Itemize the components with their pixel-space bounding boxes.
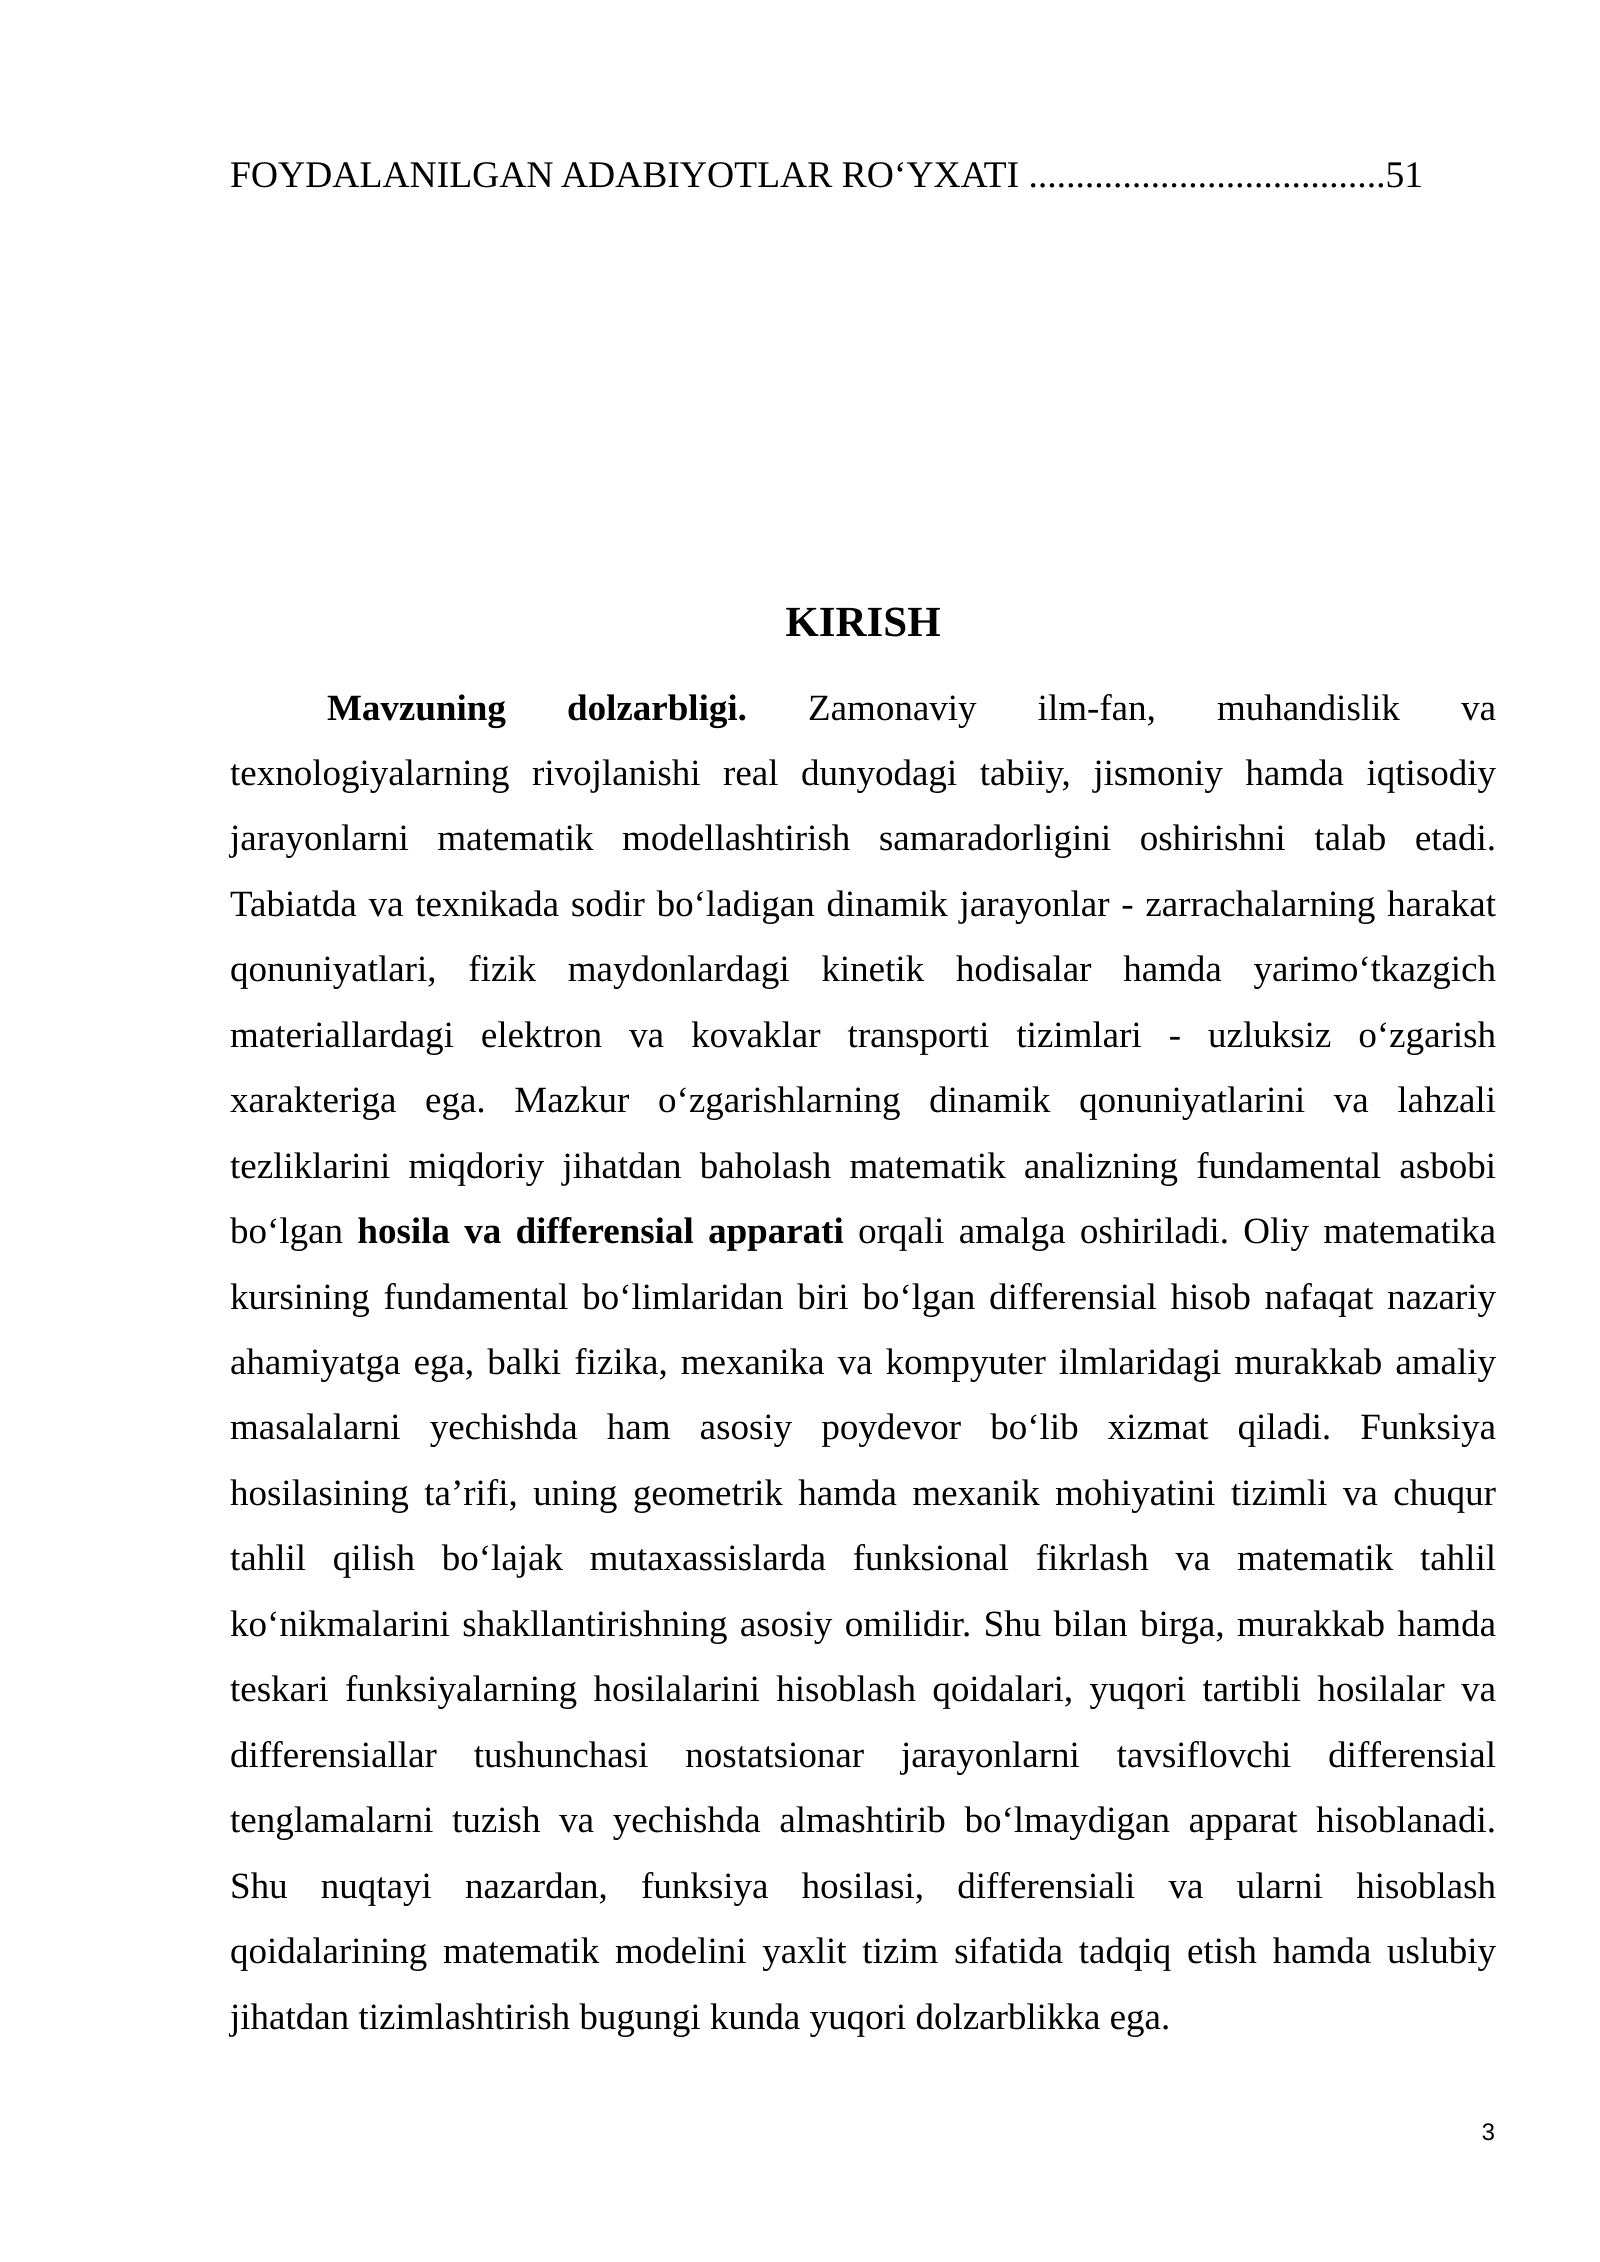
paragraph-line: teskari funksiyalarning hosilalarini hisoblash qoidalari, yuqori tartibli hosilalar va — [230, 1669, 1496, 1711]
line-text: Zamonaviy ilm-fan, muhandislik va — [746, 687, 1496, 729]
line-text: orqali amalga oshiriladi. Oliy matematika — [843, 1211, 1496, 1253]
section-heading: KIRISH — [785, 598, 941, 646]
paragraph-line: xarakteriga ega. Mazkur o‘zgarishlarning dinamik qonuniyatlarini va lahzali — [230, 1080, 1496, 1122]
paragraph-line: materiallardagi elektron va kovaklar transporti tizimlari - uzluksiz o‘zgarish — [230, 1014, 1496, 1056]
paragraph-line: kursining fundamental bo‘limlaridan biri bo‘lgan differensial hisob nafaqat nazariy — [230, 1276, 1496, 1318]
paragraph-line: tenglamalarni tuzish va yechishda almashtirib bo‘lmaydigan apparat hisoblanadi. — [230, 1800, 1496, 1842]
paragraph-line: ahamiyatga ega, balki fizika, mexanika va kompyuter ilmlaridagi murakkab amaliy — [230, 1342, 1496, 1384]
page-number: 3 — [1481, 2119, 1495, 2146]
paragraph-line: texnologiyalarning rivojlanishi real dunyodagi tabiiy, jismoniy hamda iqtisodiy — [230, 752, 1496, 794]
toc-dot-leader: ...................................... — [1028, 155, 1386, 196]
paragraph-line — [230, 676, 1496, 741]
toc-page-number: 51 — [1385, 155, 1424, 196]
toc-entry-title: FOYDALANILGAN ADABIYOTLAR RO‘YXATI — [230, 155, 1020, 196]
paragraph-line: masalalarni yechishda ham asosiy poydevor bo‘lib xizmat qiladi. Funksiya — [230, 1407, 1496, 1449]
bold-term: hosila va differensial apparati — [357, 1211, 844, 1253]
paragraph-lead-in: Mavzuning dolzarbligi. — [327, 687, 747, 729]
paragraph-line: tezliklarini miqdoriy jihatdan baholash matematik analizning fundamental asbobi — [230, 1145, 1496, 1187]
paragraph-line: tahlil qilish bo‘lajak mutaxassislarda funksional fikrlash va matematik tahlil — [230, 1538, 1496, 1580]
paragraph-line: qonuniyatlari, fizik maydonlardagi kinetik hodisalar hamda yarimo‘tkazgich — [230, 949, 1496, 991]
paragraph-line: Tabiatda va texnikada sodir bo‘ladigan dinamik jarayonlar - zarrachalarning harakat — [230, 883, 1496, 925]
paragraph-line: differensiallar tushunchasi nostatsionar jarayonlarni tavsiflovchi differensial — [230, 1734, 1496, 1776]
paragraph-line: jihatdan tizimlashtirish bugungi kunda yuqori dolzarblikka ega. — [230, 1996, 1171, 2038]
paragraph-line: Shu nuqtayi nazardan, funksiya hosilasi, differensiali va ularni hisoblash — [230, 1865, 1496, 1907]
paragraph-line: qoidalarining matematik modelini yaxlit tizim sifatida tadqiq etish hamda uslubiy — [230, 1931, 1496, 1973]
line-text: bo‘lgan — [230, 1211, 358, 1253]
paragraph-line: jarayonlarni matematik modellashtirish samaradorligini oshirishni talab etadi. — [230, 818, 1496, 860]
paragraph-line: hosilasining ta’rifi, uning geometrik hamda mexanik mohiyatini tizimli va chuqur — [230, 1472, 1496, 1514]
paragraph-line: ko‘nikmalarini shakllantirishning asosiy omilidir. Shu bilan birga, murakkab hamda — [230, 1603, 1496, 1645]
section-paragraph — [230, 676, 1496, 2051]
toc-entry-bibliography — [230, 143, 1423, 208]
paragraph-line — [230, 1199, 1496, 1264]
